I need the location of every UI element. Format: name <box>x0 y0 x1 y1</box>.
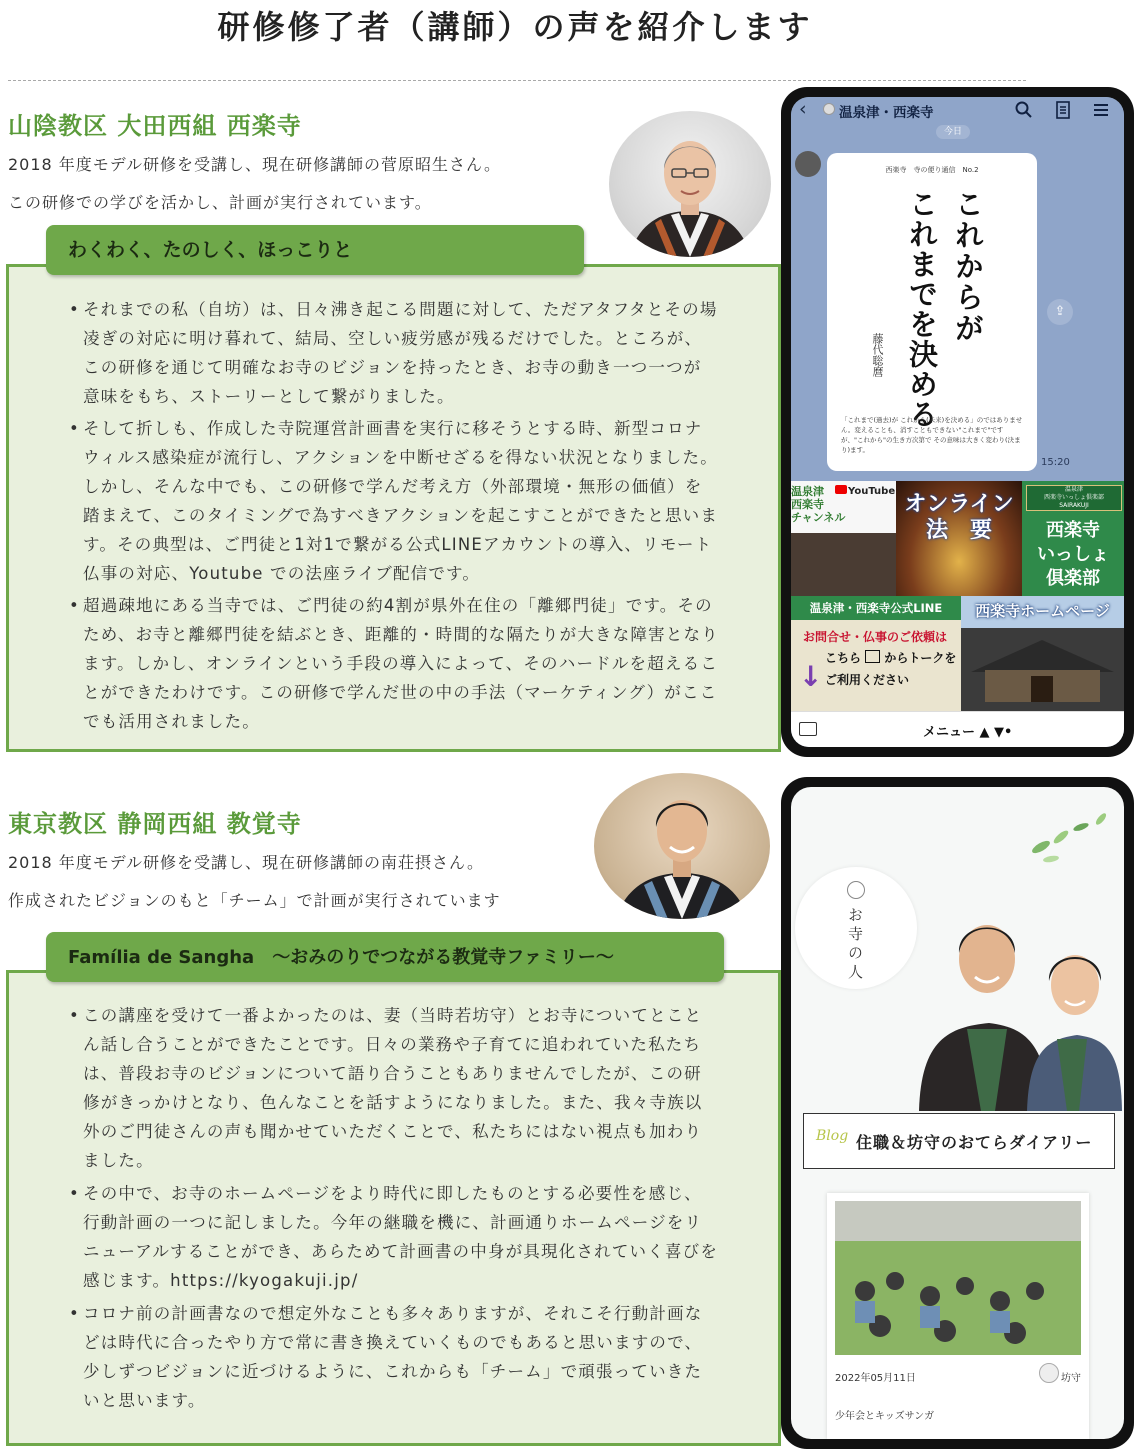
timestamp: 15:20 <box>1041 457 1070 468</box>
list-item: • それまでの私（自坊）は、日々沸き起こる問題に対して、ただアタフタとその場凌ぎの対応に明け暮れて、結局、空しい疲労感が残るだけでした。ところが、この研修を通じて明確なお寺のビジョンを持ったとき、お寺の動き一つ一つが意味をもち、ストーリーとして繋がりました。 <box>69 295 719 411</box>
line-header <box>791 97 1124 123</box>
arrow-down-icon: ↓ <box>799 660 823 693</box>
list-item: • そして折しも、作成した寺院運営計画書を実行に移そうとする時、新型コロナウィルス感染症が流行し、アクションを中断せざるを得ない状況となりました。しかし、そんな中でも、この研修で学んだ考え方（外部環境・無形の価値）を踏まえて、このタイミングで為すべきアクションを起こすことができたと思います。その典型は、ご門徒と1対1で繋がる公式LINEアカウントの導入、リモート仏事の対応、Youtube での法座ライブ配信です。 <box>69 414 719 588</box>
back-icon[interactable]: ‹ <box>799 98 807 120</box>
list-item: • コロナ前の計画書なので想定外なことも多々ありますが、それこそ行動計画などは時代に合ったやり方で常に書き換えていくものでもあると思いますので、少しずつビジョンに近づけるように、これからも「チーム」で頑張っていきたいと思います。 <box>69 1299 719 1415</box>
blog-banner[interactable] <box>803 1113 1115 1169</box>
author-avatar <box>1039 1363 1059 1383</box>
card-title-2: これまでを決める <box>905 189 939 429</box>
list-item: • 超過疎地にある当寺では、ご門徒の約4割が県外在住の「離郷門徒」です。そのため、お寺と離郷門徒を結ぶとき、距離的・時間的な隔たりが大きな障害となります。しかし、オンラインという手段の導入によって、そのハードルを超えることができたわけです。この研修で学んだ世の中の手法（マーケティング）がここでも活用されました。 <box>69 591 719 736</box>
phone-mockup-website <box>781 777 1134 1449</box>
testimonial-tab <box>46 225 584 275</box>
tile-club[interactable] <box>1022 481 1124 596</box>
rich-menu <box>791 481 1124 711</box>
tile-youtube-text-1: 温泉津 <box>791 485 824 498</box>
portrait-photo <box>594 773 770 919</box>
website-screen <box>791 787 1124 1439</box>
club-banner-2: 西楽寺いっしょ倶楽部 <box>1043 494 1104 501</box>
club-title-1: 西楽寺 <box>1046 520 1100 541</box>
tile-line-text-2 <box>825 649 956 666</box>
testimonial-box <box>6 264 781 752</box>
card-body: 「これまで(過去)が これから(未来)を決める」のではありません。変えることも、消すこともできない"これまで"ですが、"これから"の生き方次第で その意味は大きく変わり(決まり)ます。 <box>841 416 1023 454</box>
avatar-icon <box>823 103 835 115</box>
post-date: 2022年05月11日 <box>835 1373 916 1384</box>
club-title <box>1022 519 1124 591</box>
divider <box>8 80 1026 81</box>
tile-hoyo-text: 法 要 <box>925 518 992 543</box>
line-screen <box>791 97 1124 747</box>
temple-image <box>971 632 1114 702</box>
tile-line-text-3: ご利用ください <box>825 673 910 687</box>
testimonial-box <box>6 970 781 1446</box>
club-banner-1: 温泉津 <box>1064 486 1083 493</box>
date-chip: 今日 <box>936 125 970 139</box>
leaves-decoration <box>1021 807 1121 867</box>
youtube-label: YouTube <box>848 486 896 497</box>
couple-photo <box>909 899 1124 1111</box>
page-title: 研修修了者（講師）の声を紹介します <box>217 8 813 46</box>
youtube-icon <box>835 485 895 497</box>
tile-youtube-text-3: チャンネル <box>791 511 846 524</box>
line-bottom-bar <box>791 711 1124 747</box>
blog-script: Blog <box>816 1128 849 1144</box>
blog-title: 住職＆坊守のおてらダイアリー <box>856 1133 1093 1152</box>
list-item: • その中で、お寺のホームページをより時代に即したものとする必要性を感じ、行動計画の一つに記しました。今年の継職を機に、計画通りホームページをリニューアルすることができ、あらためて計画書の中身が具現化されていく喜びを感じます。https://kyogakuji.jp/ <box>69 1179 719 1295</box>
keyboard-toggle-icon[interactable] <box>799 722 817 736</box>
section2-intro-2: 作成されたビジョンのもと「チーム」で計画が実行されています <box>8 891 501 910</box>
keyboard-icon <box>865 650 880 663</box>
menu-toggle[interactable]: メニュー ▲ ▼• <box>923 725 1013 740</box>
tile-line-text-1: お問合せ・仏事のご依頼は <box>803 630 948 644</box>
menu-icon[interactable] <box>1092 101 1110 119</box>
notes-icon[interactable] <box>1055 101 1071 119</box>
tile-line-text-2b: からトークを <box>884 651 957 665</box>
post-author: 坊守 <box>1061 1373 1081 1384</box>
section2-heading: 東京教区 静岡西組 教覚寺 <box>8 810 302 838</box>
section1-intro-2: この研修での学びを活かし、計画が実行されています。 <box>8 193 432 212</box>
card-header: 西楽寺 寺の便り通信 No.2 <box>885 166 979 174</box>
section1-intro-1: 2018 年度モデル研修を受講し、現在研修講師の菅原昭生さん。 <box>8 155 501 174</box>
section2-intro-1: 2018 年度モデル研修を受講し、現在研修講師の南荘摂さん。 <box>8 853 484 872</box>
portrait-photo <box>609 111 771 257</box>
testimonial-tab-label: わくわく、たのしく、ほっこりと <box>68 239 353 261</box>
tile-homepage[interactable] <box>961 596 1124 711</box>
chat-title: 温泉津・西楽寺 <box>839 105 934 121</box>
tile-youtube[interactable] <box>791 481 896 596</box>
club-title-3: 倶楽部 <box>1046 568 1100 589</box>
list-item: • この講座を受けて一番よかったのは、妻（当時若坊守）とお寺についてとことん話し合うことができたことです。日々の業務や子育てに追われていた私たちは、普段お寺のビジョンについて語り合うこともありませんでしたが、この研修がきっかけとなり、色んなことを話すようになりました。また、我々寺族以外のご門徒さんの声も聞かせていただくことで、私たちにはない視点も加わりました。 <box>69 1001 719 1175</box>
card-author: 藤代聡麿 <box>871 333 884 377</box>
card-title-1: これからが <box>951 189 985 344</box>
post-title: 少年会とキッズサンガ <box>835 1411 935 1422</box>
tile-online-hoyo[interactable] <box>896 481 1022 596</box>
tile-online-text: オンライン <box>904 492 1014 517</box>
club-title-2: いっしょ <box>1037 544 1109 565</box>
post-photo <box>835 1201 1081 1355</box>
testimonial-list <box>69 295 719 736</box>
message-card[interactable] <box>827 153 1037 471</box>
profile-circle <box>795 867 917 989</box>
share-icon[interactable]: ⇪ <box>1047 299 1073 325</box>
profile-circle-text: お寺の人 <box>846 907 864 983</box>
tile-youtube-text-2: 西楽寺 <box>791 498 824 511</box>
phone-mockup-line <box>781 87 1134 757</box>
sender-avatar <box>795 151 821 177</box>
tile-line-title: 温泉津・西楽寺公式LINE <box>791 596 961 620</box>
tile-homepage-title: 西楽寺ホームページ <box>975 602 1110 620</box>
testimonial-list <box>69 1001 719 1415</box>
club-banner-3: SAIRAKUJI <box>1059 502 1089 509</box>
testimonial-tab <box>46 932 724 982</box>
club-banner <box>1026 485 1122 511</box>
tile-line-contact[interactable] <box>791 596 961 711</box>
tile-line-text-2a: こちら <box>825 651 862 665</box>
testimonial-tab-label: Família de Sangha ～おみのりでつながる教覚寺ファミリー～ <box>68 947 614 968</box>
section1-heading: 山陰教区 大田西組 西楽寺 <box>8 112 302 140</box>
blog-post-card[interactable] <box>827 1193 1089 1439</box>
crest-icon <box>847 881 865 899</box>
search-icon[interactable] <box>1015 101 1033 119</box>
